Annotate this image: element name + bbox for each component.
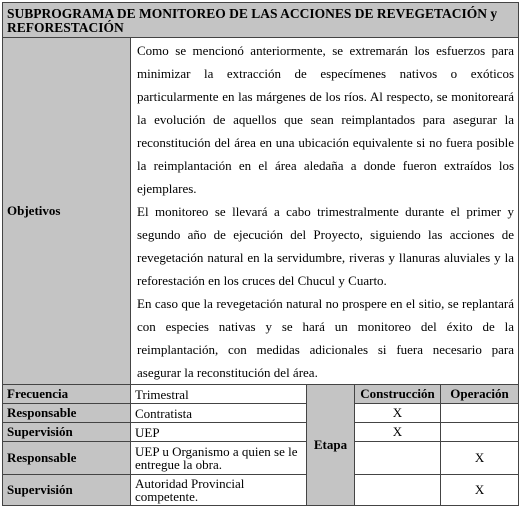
- row-value-supervision-construccion: UEP: [131, 423, 307, 442]
- mark-responsable-construccion: X: [355, 404, 441, 423]
- mark-supervision-construccion-empty: [355, 475, 441, 506]
- objectives-paragraph-1: Como se mencionó anteriormente, se extremarán los esfuerzos para minimizar la extracción de especímenes nativos o exóticos particularmente en las márgenes de los ríos. Al respecto, se monitoreará la evolución de aquellos que sean reimplantados para asegurar la reconstitución del área en una ubicación equivalente si no fuera posible la reimplantación en el área aledaña a donde fueron extraídos los ejemplares.: [137, 43, 515, 196]
- monitoring-subprogram-table: [2, 2, 519, 506]
- table-title-line2: REFORESTACIÓN: [7, 19, 124, 35]
- row-label-supervision-operacion: Supervisión: [3, 475, 131, 506]
- mark-supervision-construccion: X: [355, 423, 441, 442]
- row-label-frecuencia: Frecuencia: [3, 385, 131, 404]
- objectives-paragraph-3: En caso que la revegetación natural no prospere en el sitio, se replantará con especies nativas y se hará un monitoreo del éxito de la reimplantación, con medidas adicionales si fuera necesario para asegurar la reconstitución del área.: [137, 296, 515, 380]
- row-value-supervision-operacion: Autoridad Provincial competente.: [131, 475, 307, 506]
- mark-responsable-operacion-empty: [441, 404, 519, 423]
- mark-responsable-construccion-empty: [355, 442, 441, 475]
- mark-supervision-operacion: X: [441, 475, 519, 506]
- column-header-operacion: Operación: [441, 385, 519, 404]
- table-title-line1: SUBPROGRAMA DE MONITOREO DE LAS ACCIONES DE REVEGETACIÓN y: [7, 5, 498, 21]
- objectives-paragraph-2: El monitoreo se llevará a cabo trimestralmente durante el primer y segundo año de ejecución del Proyecto, siguiendo las acciones de revegetación natural en la servidumbre, riveras y llanuras aluviales y la reforestación en los cruces del Chucul y Cuarto.: [137, 204, 515, 288]
- objectives-text: [131, 38, 519, 385]
- row-label-responsable-construccion: Responsable: [3, 404, 131, 423]
- row-label-responsable-operacion: Responsable: [3, 442, 131, 475]
- mark-responsable-operacion: X: [441, 442, 519, 475]
- etapa-label: Etapa: [307, 385, 355, 506]
- table-title: [3, 3, 519, 38]
- mark-supervision-operacion-empty: [441, 423, 519, 442]
- row-value-frecuencia: Trimestral: [131, 385, 307, 404]
- row-value-responsable-operacion: UEP u Organismo a quien se le entregue la obra.: [131, 442, 307, 475]
- objectives-label: Objetivos: [3, 38, 131, 385]
- row-value-responsable-construccion: Contratista: [131, 404, 307, 423]
- column-header-construccion: Construcción: [355, 385, 441, 404]
- row-label-supervision-construccion: Supervisión: [3, 423, 131, 442]
